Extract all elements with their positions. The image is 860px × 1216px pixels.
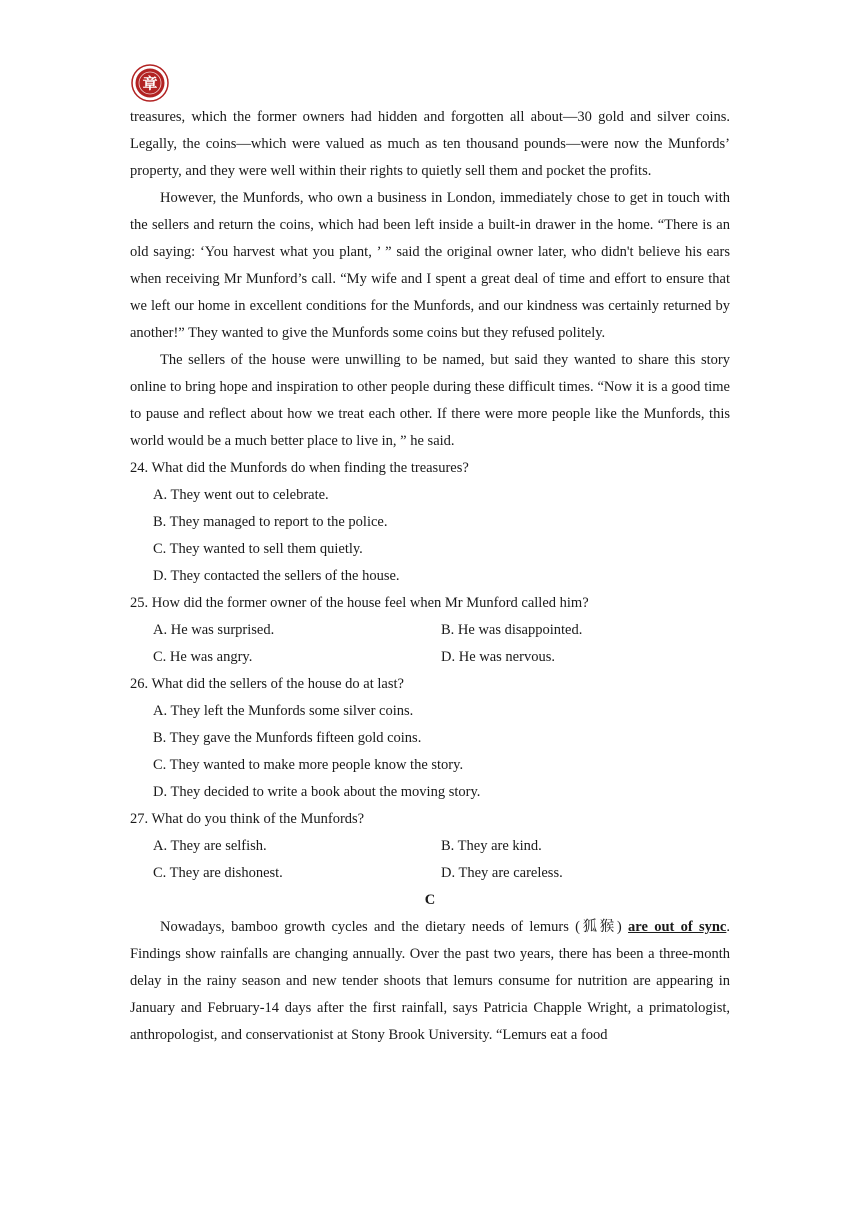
section-heading-c: C: [424, 892, 436, 908]
option-b: B. They gave the Munfords fifteen gold coins.: [153, 730, 422, 746]
passage-c-paragraph-1: [130, 914, 730, 1049]
passage-c-text-start: Nowadays, bamboo growth cycles and the dietary needs of lemurs (狐猴): [160, 919, 629, 935]
underlined-phrase: are out of sync: [628, 919, 727, 935]
option-a: A. He was surprised.: [153, 622, 275, 638]
option-a: A. They left the Munfords some silver coins.: [153, 703, 414, 719]
passage-c-text-rest: . Findings show rainfalls are changing annually. Over the past two years, there has been a three-month delay in the rainy season and new tender shoots that lemurs consume for nutrition are appearing in January and February-14 days after the first rainfall, says Patricia Chapple Wright, a primatologist, anthropologist, and conservationist at Stony Brook University. “Lemurs eat a food: [130, 919, 730, 1043]
option-c: C. They wanted to sell them quietly.: [153, 541, 363, 557]
option-a: A. They are selfish.: [153, 838, 267, 854]
question-stem: 25. How did the former owner of the house feel when Mr Munford called him?: [130, 595, 589, 611]
question-stem: 24. What did the Munfords do when finding the treasures?: [130, 460, 469, 476]
seal-glyph: 章: [142, 74, 158, 93]
option-b: B. They are kind.: [441, 838, 542, 854]
school-seal-icon: [131, 64, 169, 102]
option-d: D. They contacted the sellers of the house.: [153, 568, 400, 584]
question-stem: 26. What did the sellers of the house do at last?: [130, 676, 404, 692]
document-body: [130, 104, 730, 1049]
school-logo: [131, 64, 169, 102]
option-row: [130, 644, 730, 671]
question-stem: 27. What do you think of the Munfords?: [130, 811, 365, 827]
question-27: [130, 806, 730, 887]
question-26: [130, 671, 730, 806]
option-b: B. He was disappointed.: [441, 622, 583, 638]
option-b: B. They managed to report to the police.: [153, 514, 388, 530]
question-25: [130, 590, 730, 671]
option-a: A. They went out to celebrate.: [153, 487, 329, 503]
option-c: C. They are dishonest.: [153, 865, 283, 881]
passage-b-paragraph-1: treasures, which the former owners had hidden and forgotten all about—30 gold and silver coins. Legally, the coins—which were valued as much as ten thousand pounds—were now the Munfords’ property, and they were well within their rights to quietly sell them and pocket the profits.: [130, 109, 730, 179]
option-d: D. They decided to write a book about the moving story.: [153, 784, 481, 800]
option-row: [130, 860, 730, 887]
option-row: [130, 617, 730, 644]
question-24: [130, 455, 730, 590]
passage-b-paragraph-2: However, the Munfords, who own a business in London, immediately chose to get in touch with the sellers and return the coins, which had been left inside a built-in drawer in the home. “There is an old saying: ‘You harvest what you plant, ’ ” said the original owner later, who didn't believe his ears when receiving Mr Munford’s call. “My wife and I spent a great deal of time and effort to ensure that we left our home in excellent conditions for the Munfords, and our kindness was certainly returned by another!” They wanted to give the Munfords some coins but they refused politely.: [130, 190, 730, 341]
option-d: D. He was nervous.: [441, 649, 555, 665]
option-row: [130, 833, 730, 860]
passage-b-paragraph-3: The sellers of the house were unwilling to be named, but said they wanted to share this story online to bring hope and inspiration to other people during these difficult times. “Now it is a good time to pause and reflect about how we treat each other. If there were more people like the Munfords, this world would be a much better place to live in, ” he said.: [130, 352, 730, 449]
option-d: D. They are careless.: [441, 865, 563, 881]
option-c: C. He was angry.: [153, 649, 253, 665]
option-c: C. They wanted to make more people know the story.: [153, 757, 464, 773]
